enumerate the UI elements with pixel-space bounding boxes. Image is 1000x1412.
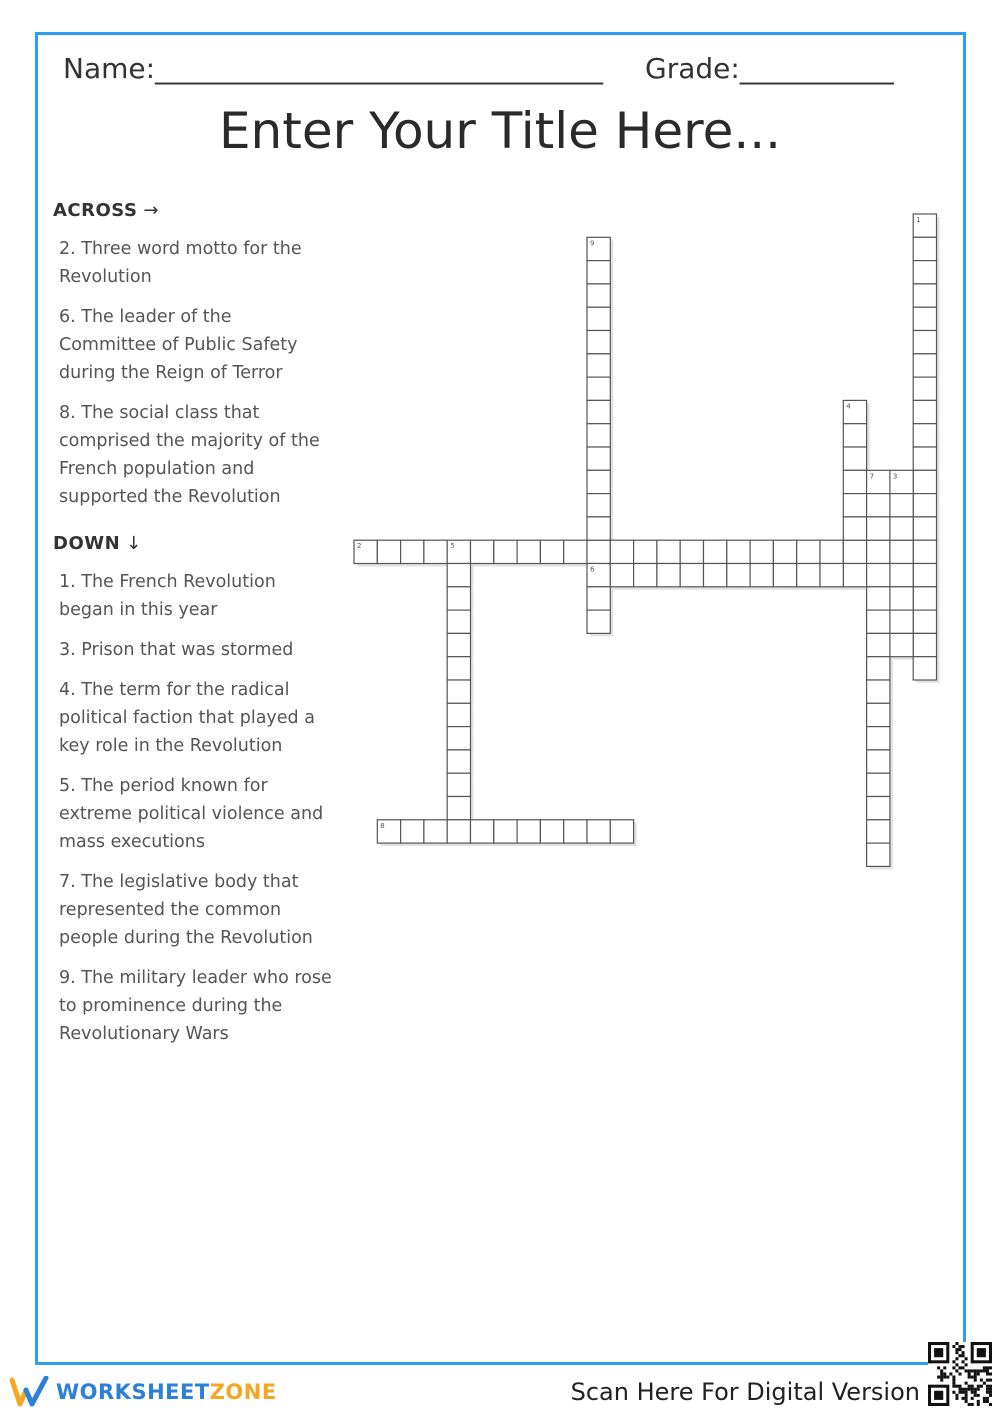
crossword-cell[interactable] xyxy=(867,540,890,563)
crossword-cell[interactable] xyxy=(471,540,494,563)
crossword-cell[interactable] xyxy=(843,564,866,587)
crossword-cell[interactable] xyxy=(424,820,447,843)
crossword-cell[interactable] xyxy=(867,680,890,703)
crossword-cell[interactable] xyxy=(447,680,470,703)
crossword-cell[interactable] xyxy=(424,540,447,563)
crossword-cell[interactable] xyxy=(657,564,680,587)
crossword-cell[interactable] xyxy=(797,540,820,563)
crossword-cell[interactable] xyxy=(843,540,866,563)
crossword-cell[interactable] xyxy=(867,564,890,587)
crossword-cell[interactable] xyxy=(913,657,936,680)
crossword-cell[interactable] xyxy=(447,773,470,796)
crossword-cell[interactable] xyxy=(913,307,936,330)
crossword-cell[interactable] xyxy=(890,540,913,563)
crossword-cell[interactable] xyxy=(447,657,470,680)
crossword-cell[interactable] xyxy=(587,354,610,377)
crossword-cell[interactable] xyxy=(913,587,936,610)
crossword-cell[interactable] xyxy=(913,400,936,423)
crossword-cell[interactable] xyxy=(843,447,866,470)
crossword-cell[interactable] xyxy=(564,820,587,843)
crossword-cell[interactable] xyxy=(913,377,936,400)
crossword-cell[interactable] xyxy=(610,540,633,563)
crossword-cell[interactable] xyxy=(890,564,913,587)
crossword-cell[interactable] xyxy=(447,727,470,750)
crossword-cell[interactable] xyxy=(913,517,936,540)
crossword-cell[interactable] xyxy=(820,540,843,563)
cell-number: 1 xyxy=(916,216,921,224)
logo-mark-icon xyxy=(10,1376,50,1408)
crossword-cell[interactable] xyxy=(913,470,936,493)
crossword-cell[interactable] xyxy=(401,820,424,843)
crossword-cell[interactable] xyxy=(867,797,890,820)
crossword-cell[interactable] xyxy=(587,494,610,517)
cell-number: 8 xyxy=(380,821,385,830)
crossword-cell[interactable] xyxy=(913,494,936,517)
crossword-cell[interactable] xyxy=(913,331,936,354)
crossword-cell[interactable] xyxy=(587,610,610,633)
crossword-cell[interactable] xyxy=(867,843,890,866)
crossword-cell[interactable] xyxy=(517,540,540,563)
crossword-cell[interactable] xyxy=(447,797,470,820)
crossword-cell[interactable] xyxy=(843,424,866,447)
crossword-cell[interactable] xyxy=(913,564,936,587)
name-field-label: Name:________________________________ xyxy=(63,52,604,85)
crossword-cell[interactable] xyxy=(680,564,703,587)
down-heading-label: DOWN xyxy=(53,533,121,554)
crossword-cell[interactable] xyxy=(447,750,470,773)
crossword-cell[interactable] xyxy=(750,564,773,587)
crossword-cell[interactable] xyxy=(913,237,936,260)
crossword-cell[interactable] xyxy=(447,703,470,726)
crossword-cell[interactable] xyxy=(447,564,470,587)
crossword-cell[interactable] xyxy=(494,540,517,563)
right-arrow-icon: → xyxy=(143,200,160,221)
down-clue: 9. The military leader who rose to prominence during the Revolutionary Wars xyxy=(59,968,332,1044)
crossword-cell[interactable] xyxy=(447,610,470,633)
crossword-cell[interactable] xyxy=(587,331,610,354)
crossword-cell[interactable] xyxy=(913,540,936,563)
crossword-cell[interactable] xyxy=(377,540,400,563)
crossword-cell[interactable] xyxy=(913,354,936,377)
scan-instruction: Scan Here For Digital Version xyxy=(570,1378,920,1406)
across-clue: 6. The leader of the Committee of Public Safety during the Reign of Terror xyxy=(59,307,298,383)
crossword-cell[interactable] xyxy=(587,540,610,563)
crossword-cell[interactable] xyxy=(540,820,563,843)
grade-field-label: Grade:___________ xyxy=(645,52,894,85)
crossword-cell[interactable] xyxy=(867,657,890,680)
crossword-cell[interactable] xyxy=(913,610,936,633)
across-clue: 8. The social class that comprised the majority of the French population and supported the Revolution xyxy=(59,403,320,507)
crossword-cell[interactable] xyxy=(867,633,890,656)
crossword-cell[interactable] xyxy=(587,447,610,470)
crossword-cell[interactable] xyxy=(867,517,890,540)
crossword-cell[interactable] xyxy=(587,470,610,493)
crossword-cell[interactable] xyxy=(447,820,470,843)
crossword-cell[interactable] xyxy=(587,517,610,540)
crossword-cell[interactable] xyxy=(447,633,470,656)
crossword-cell[interactable] xyxy=(913,284,936,307)
crossword-cell[interactable] xyxy=(587,261,610,284)
crossword-cell[interactable] xyxy=(727,564,750,587)
crossword-cell[interactable] xyxy=(890,610,913,633)
crossword-cell[interactable] xyxy=(587,587,610,610)
crossword-cell[interactable] xyxy=(471,820,494,843)
crossword-cell[interactable] xyxy=(587,377,610,400)
cell-number: 7 xyxy=(869,472,875,481)
crossword-cell[interactable] xyxy=(843,494,866,517)
crossword-cell[interactable] xyxy=(610,820,633,843)
across-clue: 2. Three word motto for the Revolution xyxy=(59,239,302,287)
crossword-cell[interactable] xyxy=(401,540,424,563)
crossword-cell[interactable] xyxy=(447,587,470,610)
cell-number: 3 xyxy=(892,472,898,481)
crossword-cell[interactable] xyxy=(727,540,750,563)
crossword-cell[interactable] xyxy=(564,540,587,563)
crossword-cell[interactable] xyxy=(634,564,657,587)
crossword-cell[interactable] xyxy=(773,564,796,587)
crossword-cell[interactable] xyxy=(820,564,843,587)
crossword-cell[interactable] xyxy=(867,703,890,726)
crossword-cell[interactable] xyxy=(913,261,936,284)
across-heading-label: ACROSS xyxy=(53,200,138,221)
down-clue: 1. The French Revolution began in this year xyxy=(59,572,276,620)
cell-number: 9 xyxy=(590,239,595,248)
cell-number: 4 xyxy=(846,402,851,411)
crossword-cell[interactable] xyxy=(657,540,680,563)
logo-word-worksheet: WORKSHEET xyxy=(56,1380,210,1404)
worksheetzone-logo xyxy=(10,1374,277,1410)
down-clue: 3. Prison that was stormed xyxy=(59,640,294,660)
crossword-cell[interactable] xyxy=(540,540,563,563)
crossword-cell[interactable] xyxy=(843,517,866,540)
crossword-cell[interactable] xyxy=(587,400,610,423)
crossword-cell[interactable] xyxy=(587,307,610,330)
down-arrow-icon: ↓ xyxy=(126,533,142,554)
crossword-cell[interactable] xyxy=(587,424,610,447)
crossword-cell[interactable] xyxy=(750,540,773,563)
crossword-cell[interactable] xyxy=(773,540,796,563)
crossword-cell[interactable] xyxy=(704,564,727,587)
crossword-cell[interactable] xyxy=(913,424,936,447)
crossword-cell[interactable] xyxy=(867,727,890,750)
crossword-cell[interactable] xyxy=(587,820,610,843)
crossword-cell[interactable] xyxy=(890,587,913,610)
crossword-cell[interactable] xyxy=(867,750,890,773)
crossword-cell[interactable] xyxy=(867,610,890,633)
crossword-cell[interactable] xyxy=(843,470,866,493)
logo-word-zone: ZONE xyxy=(209,1380,277,1404)
crossword-cell[interactable] xyxy=(797,564,820,587)
logo-text xyxy=(56,1380,277,1404)
crossword-cell[interactable] xyxy=(494,820,517,843)
crossword-cell[interactable] xyxy=(634,540,657,563)
crossword-cell[interactable] xyxy=(517,820,540,843)
qr-code-icon[interactable] xyxy=(928,1342,992,1406)
down-clue: 5. The period known for extreme political violence and mass executions xyxy=(59,776,324,852)
crossword-cell[interactable] xyxy=(867,773,890,796)
crossword-cell[interactable] xyxy=(913,633,936,656)
crossword-cell[interactable] xyxy=(680,540,703,563)
crossword-cell[interactable] xyxy=(913,447,936,470)
crossword-cell[interactable] xyxy=(867,494,890,517)
cell-number: 6 xyxy=(590,565,595,574)
cell-number: 5 xyxy=(450,542,455,551)
crossword-cell[interactable] xyxy=(587,284,610,307)
crossword-cell[interactable] xyxy=(867,820,890,843)
down-clue: 7. The legislative body that represented the common people during the Revolution xyxy=(59,872,313,948)
crossword-cell[interactable] xyxy=(867,587,890,610)
down-clue: 4. The term for the radical political faction that played a key role in the Revolution xyxy=(59,680,315,756)
crossword-cell[interactable] xyxy=(890,517,913,540)
crossword-cell[interactable] xyxy=(890,494,913,517)
worksheet-title: Enter Your Title Here... xyxy=(218,102,782,160)
crossword-cell[interactable] xyxy=(890,633,913,656)
cell-number: 2 xyxy=(357,542,362,551)
crossword-cell[interactable] xyxy=(704,540,727,563)
crossword-cell[interactable] xyxy=(610,564,633,587)
